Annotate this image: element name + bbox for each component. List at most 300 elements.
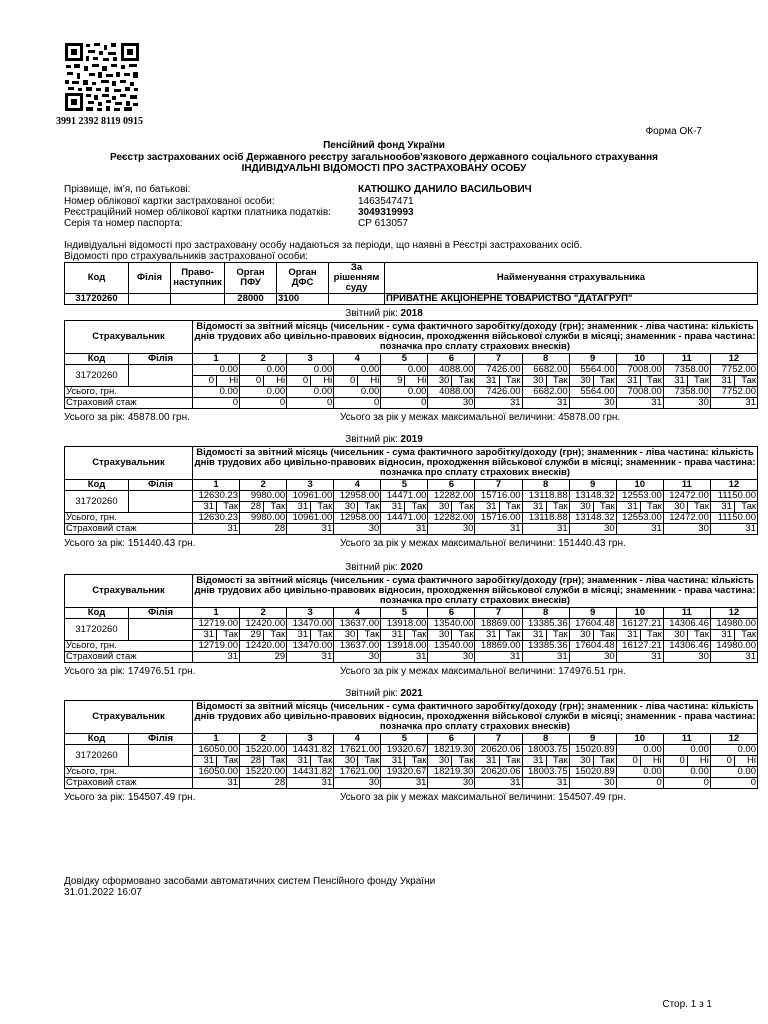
insurer-code: 31720260 <box>65 491 129 513</box>
month-amount: 17604.48 <box>569 619 616 630</box>
month-mark: Ні <box>323 375 333 386</box>
month-days-mark <box>381 502 427 512</box>
month-total: 12719.00 <box>193 641 240 652</box>
month-total: 18003.75 <box>522 767 569 778</box>
month-header: 5 <box>381 734 428 745</box>
intro-line-1: Індивідуальні відомості про застраховану особу надаються за періоди, що наявні в Реєстрі застрахованих осіб. <box>64 240 583 251</box>
month-header: 1 <box>193 480 240 491</box>
month-amount: 14980.00 <box>710 619 757 630</box>
code-header: Код <box>65 734 129 745</box>
month-days: 0 <box>617 756 641 766</box>
month-days: 30 <box>334 502 358 512</box>
month-days: 31 <box>617 630 641 640</box>
month-header: 5 <box>381 354 428 365</box>
month-days-mark <box>523 630 569 640</box>
month-stazh: 31 <box>193 652 240 663</box>
month-amount: 9980.00 <box>240 491 287 502</box>
month-stazh: 31 <box>616 398 663 409</box>
month-stazh: 30 <box>428 524 475 535</box>
month-mark: Так <box>599 375 615 386</box>
month-mark: Так <box>646 501 662 512</box>
month-header: 2 <box>240 608 287 619</box>
month-stazh: 30 <box>569 398 616 409</box>
month-mark: Так <box>694 375 709 386</box>
month-days-mark <box>711 630 757 640</box>
month-header: 8 <box>522 734 569 745</box>
month-days-mark <box>617 630 663 640</box>
month-stazh: 31 <box>475 398 522 409</box>
year-total-value: 174976.51 <box>127 666 176 677</box>
month-mark: Так <box>411 755 427 766</box>
month-amount: 19320.67 <box>381 745 428 756</box>
month-mark: Так <box>694 629 709 640</box>
month-header: 1 <box>193 734 240 745</box>
footer-line-1: Довідку сформовано засобами автоматичних систем Пенсійного фонду України <box>64 876 436 887</box>
month-total: 14431.82 <box>287 767 334 778</box>
month-total: 12282.00 <box>428 513 475 524</box>
month-stazh: 30 <box>428 778 475 789</box>
month-mark: Так <box>505 501 521 512</box>
month-header: 3 <box>287 608 334 619</box>
month-stazh: 0 <box>381 398 428 409</box>
month-header: 7 <box>475 608 522 619</box>
month-mark: Так <box>317 755 333 766</box>
month-days: 30 <box>570 630 594 640</box>
total-row-label: Усього, грн. <box>65 513 193 524</box>
currency-label: грн. <box>172 412 190 423</box>
month-days-mark <box>523 502 569 512</box>
month-mark: Так <box>364 501 380 512</box>
month-header: 10 <box>616 734 663 745</box>
year-total <box>64 412 190 423</box>
month-amount: 12958.00 <box>334 491 381 502</box>
year-total-max-value: 154507.49 <box>558 792 606 803</box>
month-days: 0 <box>240 376 264 386</box>
month-days-mark <box>381 630 427 640</box>
insurers-table <box>64 262 758 305</box>
month-amount: 0.00 <box>240 365 287 376</box>
insurers-header-cell: Орган ДФС <box>277 263 329 294</box>
month-days-mark <box>664 376 710 386</box>
month-days-mark <box>523 756 569 766</box>
month-amount: 12630.23 <box>193 491 240 502</box>
year-table <box>64 574 758 663</box>
year-total-max-label: Усього за рік у межах максимальної величини: <box>340 538 556 549</box>
month-total: 7752.00 <box>710 387 757 398</box>
intro-line-2: Відомості про страхувальників застрахованої особи: <box>64 251 308 262</box>
month-stazh: 0 <box>710 778 757 789</box>
month-days-mark <box>711 376 757 386</box>
month-amount: 18219.30 <box>428 745 475 756</box>
month-header: 7 <box>475 734 522 745</box>
month-amount: 15220.00 <box>240 745 287 756</box>
month-days: 31 <box>193 502 217 512</box>
year-total <box>64 792 195 803</box>
month-stazh: 0 <box>663 778 710 789</box>
month-days-mark <box>193 502 239 512</box>
month-header: 2 <box>240 480 287 491</box>
month-days-mark <box>428 756 474 766</box>
month-amount: 15716.00 <box>475 491 522 502</box>
month-days: 28 <box>240 502 264 512</box>
year-table <box>64 320 758 409</box>
month-amount: 11150.00 <box>710 491 757 502</box>
month-total: 7426.00 <box>475 387 522 398</box>
form-label: Форма ОК-7 <box>645 126 702 137</box>
currency-label: грн. <box>177 666 196 677</box>
month-header: 3 <box>287 734 334 745</box>
month-mark: Так <box>411 629 427 640</box>
month-total: 19320.67 <box>381 767 428 778</box>
month-amount: 16127.21 <box>616 619 663 630</box>
month-total: 0.00 <box>663 767 710 778</box>
month-mark: Так <box>317 629 333 640</box>
month-header: 1 <box>193 354 240 365</box>
month-mark: Так <box>270 501 286 512</box>
insurers-header-cell: Право-наступник <box>171 263 225 294</box>
month-days-mark <box>287 630 333 640</box>
branch-header: Філія <box>129 354 193 365</box>
year-value: 2019 <box>400 434 423 445</box>
month-header: 8 <box>522 354 569 365</box>
month-stazh: 31 <box>522 524 569 535</box>
month-days-mark <box>334 376 380 386</box>
month-days: 31 <box>287 630 311 640</box>
month-header: 10 <box>616 480 663 491</box>
month-days-mark <box>381 756 427 766</box>
month-total: 15716.00 <box>475 513 522 524</box>
month-days: 31 <box>381 756 405 766</box>
month-stazh: 31 <box>193 778 240 789</box>
month-stazh: 30 <box>569 524 616 535</box>
currency-label: грн. <box>177 538 196 549</box>
month-stazh: 31 <box>616 652 663 663</box>
year-total-max-value: 174976.51 <box>558 666 606 677</box>
month-mark: Так <box>505 755 521 766</box>
month-stazh: 0 <box>240 398 287 409</box>
year-value: 2018 <box>400 308 423 319</box>
month-days: 31 <box>523 756 547 766</box>
month-total: 0.00 <box>381 387 428 398</box>
month-header: 9 <box>569 354 616 365</box>
month-total: 7358.00 <box>663 387 710 398</box>
month-days: 30 <box>570 756 594 766</box>
month-days: 30 <box>570 502 594 512</box>
month-header: 11 <box>663 480 710 491</box>
month-mark: Так <box>741 375 757 386</box>
month-stazh: 31 <box>381 524 428 535</box>
month-amount: 12420.00 <box>240 619 287 630</box>
month-mark: Так <box>458 629 474 640</box>
month-amount: 0.00 <box>287 365 334 376</box>
month-days: 31 <box>711 630 735 640</box>
month-total: 17604.48 <box>569 641 616 652</box>
month-amount: 16050.00 <box>193 745 240 756</box>
month-days: 30 <box>428 756 452 766</box>
month-mark: Так <box>270 755 286 766</box>
month-mark: Так <box>646 629 662 640</box>
month-days: 31 <box>475 756 499 766</box>
month-stazh: 31 <box>522 778 569 789</box>
month-header: 4 <box>334 480 381 491</box>
month-amount: 5564.00 <box>569 365 616 376</box>
person-label: Реєстраційний номер облікової картки платника податків: <box>64 207 331 218</box>
month-header: 7 <box>475 480 522 491</box>
month-stazh: 30 <box>663 398 710 409</box>
month-stazh: 30 <box>663 524 710 535</box>
person-tax-number: 3049319993 <box>358 207 414 218</box>
code-header: Код <box>65 480 129 491</box>
month-days-mark <box>193 630 239 640</box>
month-mark: Так <box>364 755 380 766</box>
header-line-2: Реєстр застрахованих осіб Державного реєстру загальнообов'язкового державного соціального страхування <box>110 152 658 163</box>
month-days: 31 <box>664 376 688 386</box>
month-days: 31 <box>193 756 217 766</box>
header-line-3: ІНДИВІДУАЛЬНІ ВІДОМОСТІ ПРО ЗАСТРАХОВАНУ ОСОБУ <box>241 163 527 174</box>
insurers-cell <box>129 294 171 305</box>
month-stazh: 0 <box>334 398 381 409</box>
month-amount: 7426.00 <box>475 365 522 376</box>
insurers-header-cell: Найменування страхувальника <box>385 263 758 294</box>
month-total: 12553.00 <box>616 513 663 524</box>
year-title <box>0 308 768 319</box>
month-days-mark <box>428 630 474 640</box>
month-header: 11 <box>663 734 710 745</box>
month-mark: Ні <box>747 755 757 766</box>
month-days: 31 <box>523 502 547 512</box>
month-stazh: 31 <box>710 398 757 409</box>
total-row-label: Усього, грн. <box>65 767 193 778</box>
month-header: 3 <box>287 480 334 491</box>
month-total: 15220.00 <box>240 767 287 778</box>
stazh-row-label: Страховий стаж <box>65 524 193 535</box>
month-amount: 13470.00 <box>287 619 334 630</box>
month-days: 31 <box>475 502 499 512</box>
month-header: 10 <box>616 608 663 619</box>
month-days-mark <box>428 376 474 386</box>
month-amount: 0.00 <box>193 365 240 376</box>
year-title-prefix: Звітний рік: <box>345 308 398 319</box>
insurers-cell <box>329 294 385 305</box>
month-amount: 0.00 <box>710 745 757 756</box>
month-mark: Так <box>599 629 615 640</box>
month-amount: 12553.00 <box>616 491 663 502</box>
month-mark: Так <box>599 501 615 512</box>
month-days-mark <box>381 376 427 386</box>
month-total: 12958.00 <box>334 513 381 524</box>
month-header: 10 <box>616 354 663 365</box>
month-days-mark <box>334 630 380 640</box>
insurer-header: Страхувальник <box>65 447 193 480</box>
month-header: 5 <box>381 608 428 619</box>
month-days-mark <box>617 756 663 766</box>
month-header: 9 <box>569 480 616 491</box>
month-header: 11 <box>663 354 710 365</box>
year-title <box>0 688 768 699</box>
month-days: 31 <box>711 376 735 386</box>
month-days-mark <box>711 502 757 512</box>
insurers-header-cell: Філія <box>129 263 171 294</box>
month-mark: Так <box>505 629 521 640</box>
month-days: 31 <box>475 376 499 386</box>
month-total: 0.00 <box>240 387 287 398</box>
month-amount: 14431.82 <box>287 745 334 756</box>
year-total-value: 151440.43 <box>127 538 176 549</box>
month-stazh: 0 <box>616 778 663 789</box>
month-days: 30 <box>334 756 358 766</box>
month-total: 6682.00 <box>522 387 569 398</box>
month-total: 16127.21 <box>616 641 663 652</box>
year-total-max-label: Усього за рік у межах максимальної величини: <box>340 412 556 423</box>
month-total: 4088.00 <box>428 387 475 398</box>
month-days: 29 <box>240 630 264 640</box>
month-days: 28 <box>240 756 264 766</box>
person-label: Номер облікової картки застрахованої особи: <box>64 196 275 207</box>
insurer-code: 31720260 <box>65 745 129 767</box>
month-stazh: 28 <box>240 778 287 789</box>
month-total: 13540.00 <box>428 641 475 652</box>
month-days-mark <box>475 630 521 640</box>
month-days: 30 <box>523 376 547 386</box>
insurers-cell: 31720260 <box>65 294 129 305</box>
month-total: 18869.00 <box>475 641 522 652</box>
month-header: 3 <box>287 354 334 365</box>
page-number: Стор. 1 з 1 <box>662 999 712 1010</box>
month-mark: Так <box>458 501 474 512</box>
month-days-mark <box>523 376 569 386</box>
month-days-mark <box>570 756 616 766</box>
month-header: 4 <box>334 734 381 745</box>
month-stazh: 31 <box>381 778 428 789</box>
month-amount: 15020.89 <box>569 745 616 756</box>
month-header: 6 <box>428 734 475 745</box>
month-days: 31 <box>287 756 311 766</box>
month-amount: 7358.00 <box>663 365 710 376</box>
month-header: 11 <box>663 608 710 619</box>
stazh-row-label: Страховий стаж <box>65 398 193 409</box>
month-amount: 13918.00 <box>381 619 428 630</box>
month-total: 13918.00 <box>381 641 428 652</box>
month-header: 4 <box>334 354 381 365</box>
year-title-prefix: Звітний рік: <box>345 434 398 445</box>
month-total: 11150.00 <box>710 513 757 524</box>
month-total: 20620.06 <box>475 767 522 778</box>
insurers-header-cell: За рішенням суду <box>329 263 385 294</box>
month-header: 5 <box>381 480 428 491</box>
month-days-mark <box>475 502 521 512</box>
month-days: 0 <box>193 376 217 386</box>
month-days-mark <box>664 502 710 512</box>
month-stazh: 30 <box>663 652 710 663</box>
month-mark: Так <box>364 629 380 640</box>
total-row-label: Усього, грн. <box>65 641 193 652</box>
insurers-header-cell: Орган ПФУ <box>225 263 277 294</box>
month-mark: Ні <box>229 375 239 386</box>
month-total: 16050.00 <box>193 767 240 778</box>
month-days: 31 <box>711 502 735 512</box>
qr-code-number: 3991 2392 8119 0915 <box>56 116 143 127</box>
month-stazh: 30 <box>334 778 381 789</box>
code-header: Код <box>65 608 129 619</box>
month-stazh: 31 <box>475 778 522 789</box>
month-days: 0 <box>334 376 358 386</box>
month-days-mark <box>240 756 286 766</box>
month-total: 5564.00 <box>569 387 616 398</box>
month-days: 0 <box>287 376 311 386</box>
month-days: 31 <box>193 630 217 640</box>
branch-header: Філія <box>129 608 193 619</box>
month-days: 31 <box>381 502 405 512</box>
month-mark: Так <box>599 755 615 766</box>
month-days: 0 <box>711 756 735 766</box>
month-mark: Так <box>458 375 474 386</box>
month-days-mark <box>287 756 333 766</box>
month-amount: 18869.00 <box>475 619 522 630</box>
month-days-mark <box>475 756 521 766</box>
insurer-code: 31720260 <box>65 365 129 387</box>
year-total-label: Усього за рік: <box>64 538 126 549</box>
insurer-code: 31720260 <box>65 619 129 641</box>
month-days-mark <box>334 756 380 766</box>
year-table <box>64 700 758 789</box>
month-days-mark <box>475 376 521 386</box>
month-mark: Так <box>411 501 427 512</box>
year-total-max-label: Усього за рік у межах максимальної величини: <box>340 792 556 803</box>
month-total: 18219.30 <box>428 767 475 778</box>
month-amount: 13637.00 <box>334 619 381 630</box>
month-amount: 0.00 <box>616 745 663 756</box>
year-total-value: 154507.49 <box>127 792 176 803</box>
year-title <box>0 434 768 445</box>
month-stazh: 31 <box>381 652 428 663</box>
month-mark: Так <box>552 375 568 386</box>
stazh-row-label: Страховий стаж <box>65 652 193 663</box>
month-header: 6 <box>428 608 475 619</box>
currency-label: грн. <box>608 792 626 803</box>
month-days: 30 <box>428 502 452 512</box>
month-mark: Так <box>458 755 474 766</box>
header-line-1: Пенсійний фонд України <box>323 140 445 151</box>
month-amount: 7008.00 <box>616 365 663 376</box>
month-total: 10961.00 <box>287 513 334 524</box>
year-total-max <box>340 792 626 803</box>
month-header: 9 <box>569 608 616 619</box>
insurers-cell: 3100 <box>277 294 329 305</box>
month-mark: Так <box>552 755 568 766</box>
person-name: КАТЮШКО ДАНИЛО ВАСИЛЬОВИЧ <box>358 184 532 195</box>
month-header: 1 <box>193 608 240 619</box>
month-stazh: 30 <box>334 524 381 535</box>
month-stazh: 31 <box>287 778 334 789</box>
month-days-mark <box>240 502 286 512</box>
month-mark: Так <box>741 629 757 640</box>
month-days-mark <box>570 376 616 386</box>
month-header: 2 <box>240 734 287 745</box>
month-mark: Ні <box>276 375 286 386</box>
month-total: 14980.00 <box>710 641 757 652</box>
month-days-mark <box>193 376 239 386</box>
month-amount: 6682.00 <box>522 365 569 376</box>
year-total-label: Усього за рік: <box>64 792 126 803</box>
insurer-header: Страхувальник <box>65 321 193 354</box>
insurers-cell: 28000 <box>225 294 277 305</box>
code-header: Код <box>65 354 129 365</box>
month-total: 13637.00 <box>334 641 381 652</box>
month-stazh: 31 <box>616 524 663 535</box>
year-total-max <box>340 666 626 677</box>
month-stazh: 30 <box>428 652 475 663</box>
month-mark: Так <box>317 501 333 512</box>
